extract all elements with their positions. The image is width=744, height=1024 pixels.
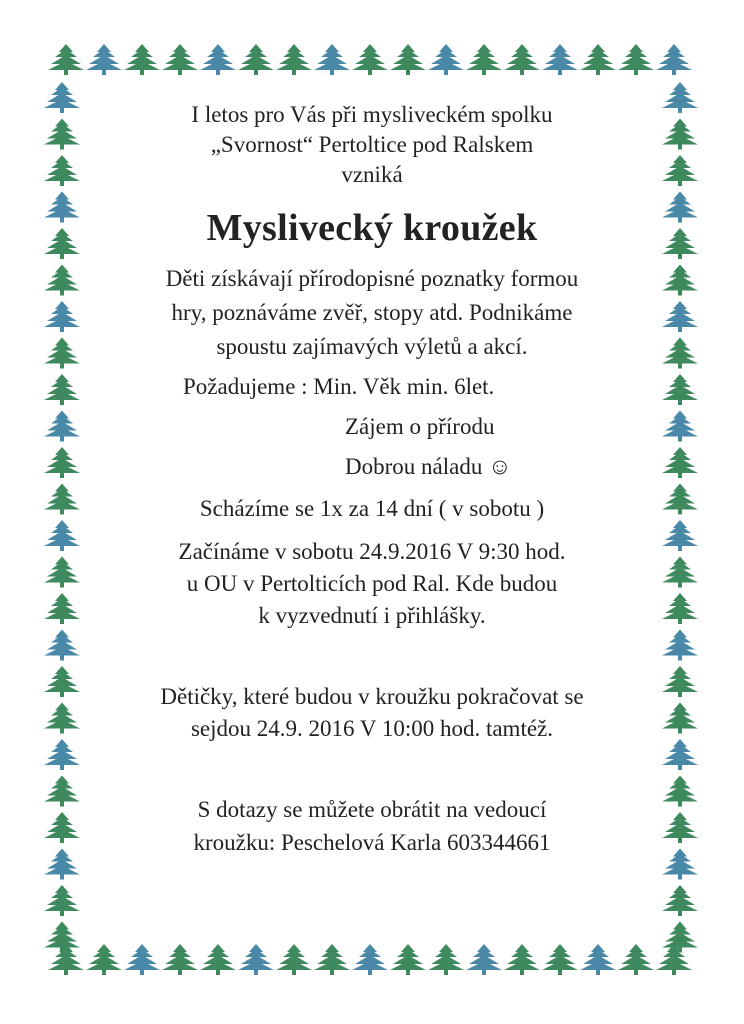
christmas-tree-icon <box>580 944 616 975</box>
christmas-tree-icon <box>44 739 80 770</box>
christmas-tree-icon <box>44 411 80 442</box>
christmas-tree-icon <box>238 944 274 975</box>
christmas-tree-icon <box>238 44 274 75</box>
intro-line-1: I letos pro Vás při mysliveckém spolku <box>191 102 553 127</box>
page-title: Myslivecký kroužek <box>206 207 538 249</box>
christmas-tree-icon <box>44 447 80 478</box>
christmas-tree-icon <box>314 44 350 75</box>
meeting-line: Scházíme se 1x za 14 dní ( v sobotu ) <box>199 496 545 521</box>
christmas-tree-icon <box>662 922 698 953</box>
description-line-3: spoustu zajímavých výletů a akcí. <box>216 334 528 359</box>
intro-line-3: vzniká <box>341 162 403 187</box>
christmas-tree-icon <box>44 922 80 953</box>
start-line-3: k vyzvednutí i přihlášky. <box>258 603 486 628</box>
christmas-tree-icon <box>504 944 540 975</box>
christmas-tree-icon <box>200 44 236 75</box>
continuing-line-1: Dětičky, které budou v kroužku pokračovat se <box>160 684 584 709</box>
christmas-tree-icon <box>656 44 692 75</box>
christmas-tree-icon <box>44 630 80 661</box>
christmas-tree-icon <box>428 944 464 975</box>
christmas-tree-icon <box>390 44 426 75</box>
christmas-tree-icon <box>124 944 160 975</box>
christmas-tree-icon <box>662 739 698 770</box>
christmas-tree-icon <box>44 374 80 405</box>
christmas-tree-icon <box>162 44 198 75</box>
christmas-tree-icon <box>542 44 578 75</box>
christmas-tree-icon <box>428 44 464 75</box>
christmas-tree-icon <box>662 447 698 478</box>
christmas-tree-icon <box>662 411 698 442</box>
intro-line-2: „Svornost“ Pertoltice pod Ralskem <box>210 132 534 157</box>
christmas-tree-icon <box>466 44 502 75</box>
christmas-tree-icon <box>48 44 84 75</box>
christmas-tree-icon <box>352 44 388 75</box>
christmas-tree-icon <box>618 44 654 75</box>
christmas-tree-icon <box>504 44 540 75</box>
christmas-tree-icon <box>662 374 698 405</box>
christmas-tree-icon <box>618 944 654 975</box>
description-line-1: Děti získávají přírodopisné poznatky formou <box>165 266 579 291</box>
contact-line-2: kroužku: Peschelová Karla 603344661 <box>193 830 551 855</box>
christmas-tree-icon <box>662 885 698 916</box>
christmas-tree-icon <box>48 944 84 975</box>
start-line-2: u OU v Pertolticích pod Ral. Kde budou <box>186 571 558 596</box>
christmas-tree-icon <box>656 944 692 975</box>
requirements-line-2: Zájem o přírodu <box>345 414 495 439</box>
christmas-tree-icon <box>390 944 426 975</box>
christmas-tree-icon <box>580 44 616 75</box>
christmas-tree-icon <box>44 885 80 916</box>
start-line-1: Začínáme v sobotu 24.9.2016 V 9:30 hod. <box>178 539 566 564</box>
christmas-tree-icon <box>276 44 312 75</box>
description-line-2: hry, poznáváme zvěř, stopy atd. Podnikáme <box>171 300 573 325</box>
christmas-tree-icon <box>200 944 236 975</box>
christmas-tree-icon <box>352 944 388 975</box>
christmas-tree-icon <box>162 944 198 975</box>
christmas-tree-icon <box>86 944 122 975</box>
christmas-tree-icon <box>124 44 160 75</box>
christmas-tree-icon <box>466 944 502 975</box>
requirements-line-3: Dobrou náladu ☺ <box>345 454 512 479</box>
christmas-tree-icon <box>542 944 578 975</box>
contact-line-1: S dotazy se můžete obrátit na vedoucí <box>197 797 547 822</box>
christmas-tree-icon <box>86 44 122 75</box>
christmas-tree-icon <box>276 944 312 975</box>
christmas-tree-icon <box>662 630 698 661</box>
continuing-line-2: sejdou 24.9. 2016 V 10:00 hod. tamtéž. <box>190 716 553 741</box>
requirements-line-1: Požadujeme : Min. Věk min. 6let. <box>183 374 495 399</box>
christmas-tree-icon <box>314 944 350 975</box>
